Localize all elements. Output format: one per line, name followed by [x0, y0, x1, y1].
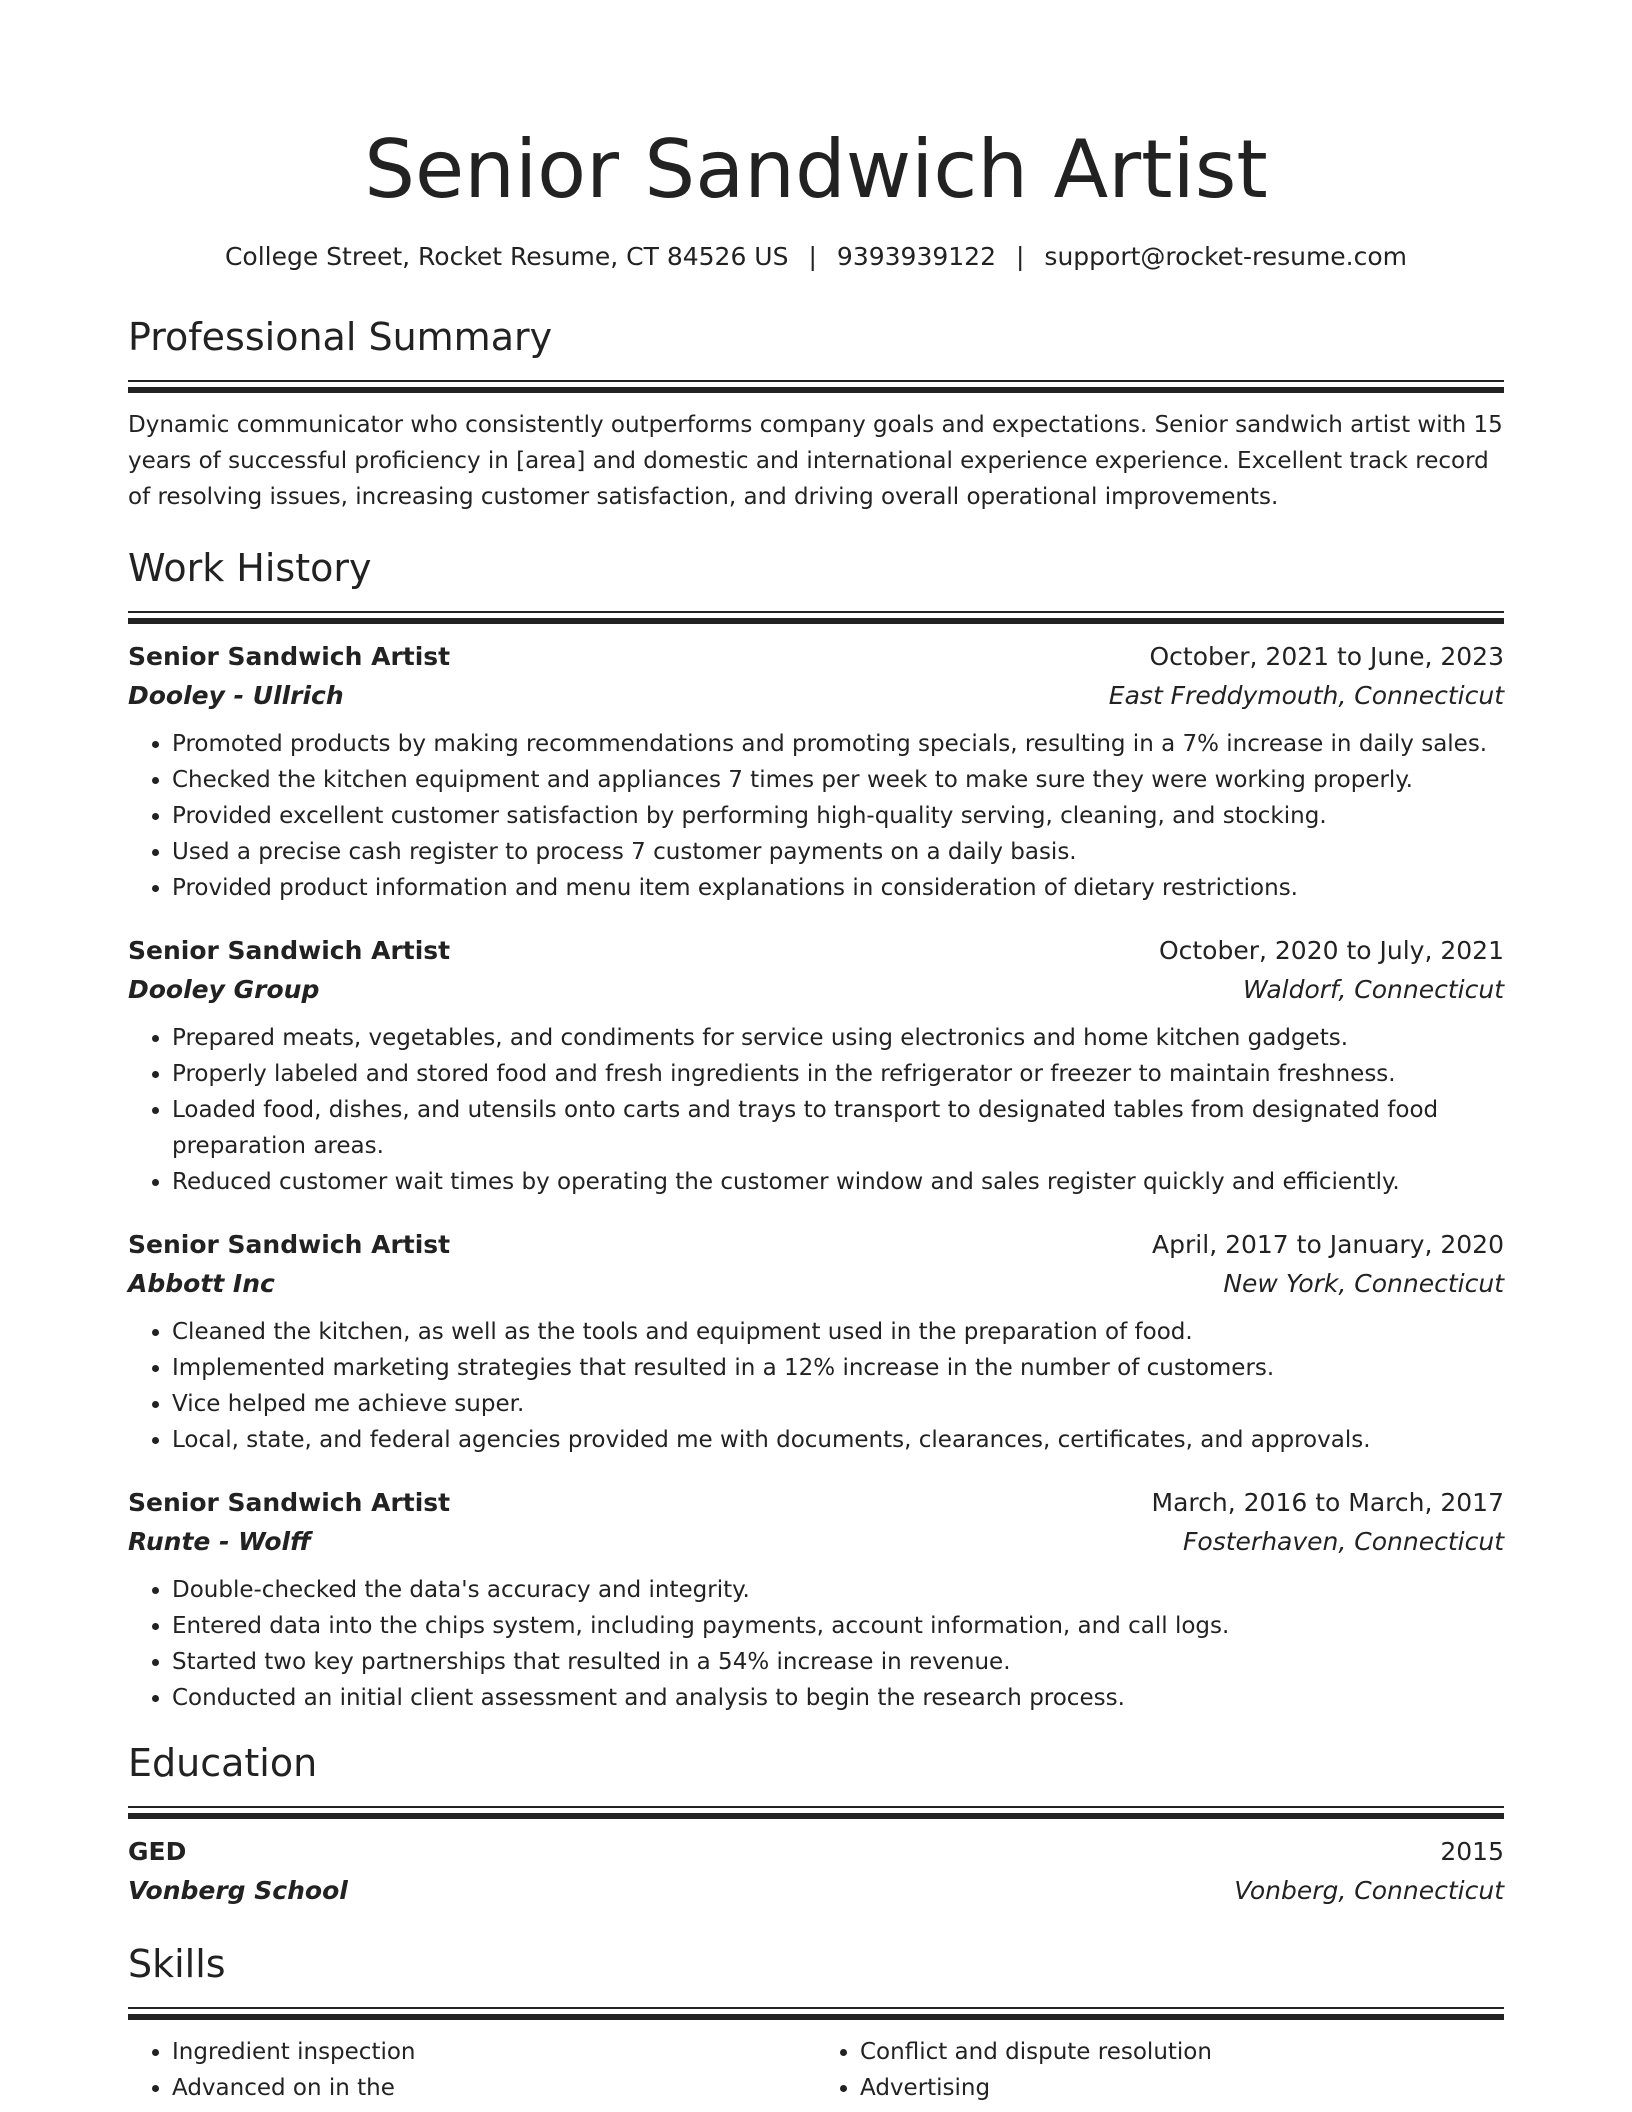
section-title: Education — [128, 1741, 318, 1785]
job-location: Fosterhaven, Connecticut — [1183, 1527, 1504, 1556]
list-item: • Local, state, and federal agencies provided me with documents, clearances, certificates, and approvals. — [172, 1422, 1504, 1458]
job-entry — [128, 638, 1504, 906]
skills-section — [128, 1939, 1504, 2106]
list-item: • Cleaned the kitchen, as well as the tools and equipment used in the preparation of food. — [172, 1314, 1504, 1350]
list-item: • Provided product information and menu item explanations in consideration of dietary restrictions. — [172, 870, 1504, 906]
summary-text: Dynamic communicator who consistently outperforms company goals and expectations. Senior sandwich artist with 15 years of successful proficiency in [area] and domestic and international experience experience. Excellent track record of resolving issues, increasing customer satisfaction, and driving overall operational improvements. — [128, 412, 1503, 510]
resume-name: Senior Sandwich Artist — [364, 123, 1268, 216]
job-title: Senior Sandwich Artist — [128, 1488, 451, 1517]
list-item: • Conducted an initial client assessment and analysis to begin the research process. — [172, 1680, 1504, 1716]
job-dates: October, 2020 to July, 2021 — [1158, 936, 1504, 965]
list-item: • Conflict and dispute resolution — [860, 2034, 1504, 2070]
section-title: Professional Summary — [128, 315, 553, 359]
list-item: • Entered data into the chips system, including payments, account information, and call logs. — [172, 1608, 1504, 1644]
section-title: Skills — [128, 1942, 226, 1986]
list-item: • Started two key partnerships that resulted in a 54% increase in revenue. — [172, 1644, 1504, 1680]
skills-list-right — [816, 2034, 1504, 2106]
list-item: • Used a precise cash register to process 7 customer payments on a daily basis. — [172, 834, 1504, 870]
contact-line — [128, 240, 1504, 274]
education-section — [128, 1738, 1504, 1911]
section-divider — [128, 380, 1504, 393]
list-item: • Advanced on in the — [172, 2070, 816, 2106]
list-item: • Implemented marketing strategies that resulted in a 12% increase in the number of customers. — [172, 1350, 1504, 1386]
skills-list-left — [128, 2034, 816, 2106]
summary-section — [128, 312, 1504, 515]
education-entry — [128, 1833, 1504, 1911]
list-item: • Provided excellent customer satisfaction by performing high-quality serving, cleaning, and stocking. — [172, 798, 1504, 834]
address: College Street, Rocket Resume, CT 84526 US — [224, 242, 789, 271]
job-location: Waldorf, Connecticut — [1242, 975, 1504, 1004]
job-entry — [128, 1484, 1504, 1716]
list-item: • Promoted products by making recommendations and promoting specials, resulting in a 7% increase in daily sales. — [172, 726, 1504, 762]
section-divider — [128, 1806, 1504, 1819]
job-bullets — [128, 1020, 1504, 1200]
separator: | — [808, 242, 817, 271]
job-bullets — [128, 1314, 1504, 1458]
section-title: Work History — [128, 546, 372, 590]
list-item: • Loaded food, dishes, and utensils onto carts and trays to transport to designated tables from designated food preparation areas. — [172, 1092, 1504, 1164]
list-item: • Properly labeled and stored food and fresh ingredients in the refrigerator or freezer to maintain freshness. — [172, 1056, 1504, 1092]
job-entry — [128, 1226, 1504, 1458]
degree: GED — [128, 1837, 187, 1866]
list-item: • Ingredient inspection — [172, 2034, 816, 2070]
education-year: 2015 — [1440, 1837, 1504, 1866]
job-title: Senior Sandwich Artist — [128, 936, 451, 965]
phone: 9393939122 — [836, 242, 996, 271]
list-item: • Checked the kitchen equipment and appliances 7 times per week to make sure they were working properly. — [172, 762, 1504, 798]
separator: | — [1015, 242, 1025, 271]
job-title: Senior Sandwich Artist — [128, 1230, 451, 1259]
list-item: • Double-checked the data's accuracy and integrity. — [172, 1572, 1504, 1608]
job-company: Dooley Group — [128, 975, 320, 1004]
list-item: • Vice helped me achieve super. — [172, 1386, 1504, 1422]
job-dates: April, 2017 to January, 2020 — [1152, 1230, 1504, 1259]
school-name: Vonberg School — [128, 1876, 348, 1905]
job-company: Dooley - Ullrich — [128, 681, 344, 710]
work-history-section — [128, 543, 1504, 1716]
job-location: New York, Connecticut — [1223, 1269, 1504, 1298]
job-dates: October, 2021 to June, 2023 — [1149, 642, 1504, 671]
job-location: East Freddymouth, Connecticut — [1108, 681, 1504, 710]
section-divider — [128, 2007, 1504, 2020]
school-location: Vonberg, Connecticut — [1234, 1876, 1504, 1905]
section-divider — [128, 611, 1504, 624]
list-item: • Prepared meats, vegetables, and condiments for service using electronics and home kitchen gadgets. — [172, 1020, 1504, 1056]
skills-columns — [128, 2034, 1504, 2106]
job-company: Abbott Inc — [128, 1269, 275, 1298]
job-bullets — [128, 1572, 1504, 1716]
job-company: Runte - Wolff — [128, 1527, 311, 1556]
job-entry — [128, 932, 1504, 1200]
list-item: • Reduced customer wait times by operating the customer window and sales register quickly and efficiently. — [172, 1164, 1504, 1200]
job-bullets — [128, 726, 1504, 906]
list-item: • Advertising — [860, 2070, 1504, 2106]
job-title: Senior Sandwich Artist — [128, 642, 451, 671]
email: support@rocket-resume.com — [1044, 242, 1408, 271]
job-dates: March, 2016 to March, 2017 — [1151, 1488, 1504, 1517]
